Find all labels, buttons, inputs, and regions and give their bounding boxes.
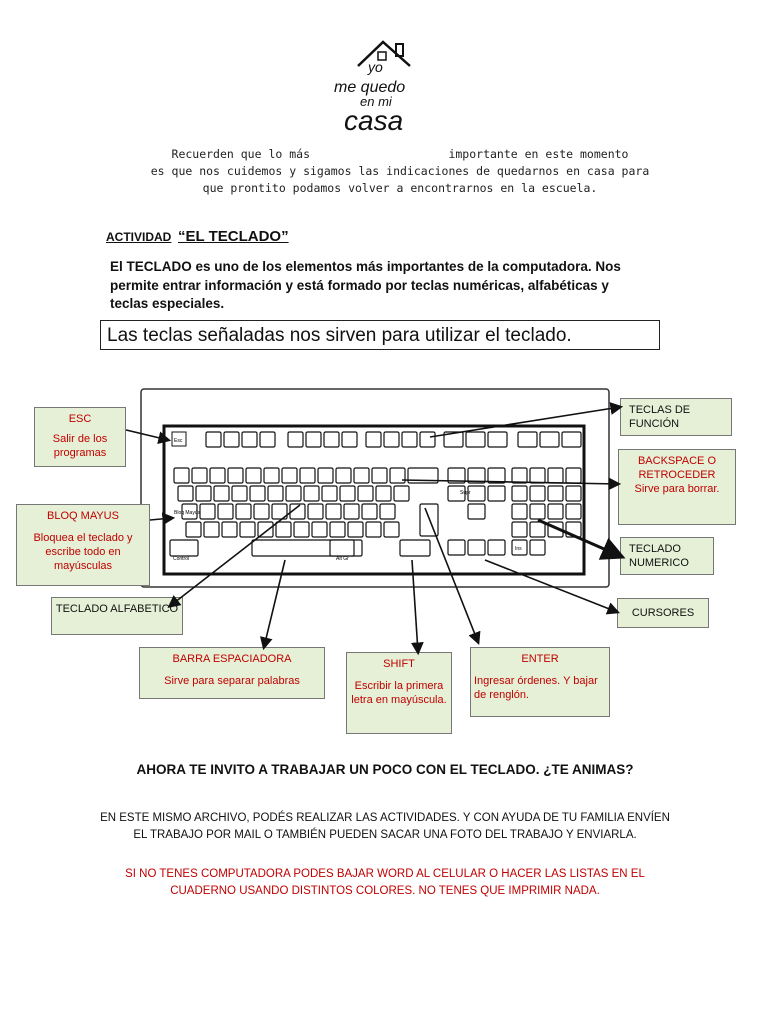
arrow-numeric	[538, 520, 620, 556]
intro-paragraph: El TECLADO es uno de los elementos más importantes de la computadora. Nos permite entrar información y está formado por teclas numéricas, alfabéticas y teclas especiales.	[110, 259, 621, 311]
key-control-label: Control	[173, 556, 190, 562]
intro-line-3: que prontito podamos volver a encontrarnos en la escuela.	[202, 181, 598, 195]
label-esc-title: ESC	[68, 413, 92, 425]
label-enter-desc: Ingresar órdenes. Y bajar de renglón.	[474, 675, 598, 701]
arrow-cursors	[485, 560, 617, 612]
arrow-spacebar	[264, 560, 285, 647]
logo-text-2: me quedo	[334, 79, 406, 96]
label-esc-desc: Salir de los programas	[52, 433, 108, 459]
arrow-bloq	[150, 518, 172, 520]
arrow-function	[430, 407, 620, 437]
activity-title: “EL TECLADO”	[178, 228, 289, 245]
label-cursors-title: CURSORES	[631, 607, 695, 619]
label-alphabetic-title: TECLADO ALFABETICO	[55, 603, 179, 615]
boxed-statement: Las teclas señaladas nos sirven para utilizar el teclado.	[100, 320, 660, 350]
label-shift-desc: Escribir la primera letra en mayúscula.	[351, 680, 447, 706]
intro-line-1: Recuerden que lo más importante en este momento	[171, 147, 629, 161]
logo-text-3: en mi	[360, 94, 392, 109]
label-spacebar-desc: Sirve para separar palabras	[164, 675, 300, 687]
label-backspace-desc: Sirve para borrar.	[634, 483, 720, 495]
logo-text-4: casa	[344, 105, 404, 132]
label-bloq-title: BLOQ MAYUS	[47, 510, 119, 522]
label-shift-title: SHIFT	[383, 658, 415, 670]
question-heading: AHORA TE INVITO A TRABAJAR UN POCO CON EL TECLADO. ¿TE ANIMAS?	[136, 762, 634, 777]
label-backspace-title: BACKSPACE O RETROCEDER	[637, 455, 717, 481]
key-bloq-label: Bloq Mayús	[174, 510, 201, 516]
note-paragraph: SI NO TENES COMPUTADORA PODES BAJAR WORD AL CELULAR O HACER LAS LISTAS EN EL CUADERNO USANDO DISTINTOS COLORES. NO TENES QUE IMPRIMIR NADA.	[125, 868, 645, 897]
label-bloq-desc: Bloquea el teclado y escribe todo en mayúsculas	[33, 532, 133, 572]
label-numeric-title: TECLADO NUMERICO	[629, 543, 689, 569]
key-esc-label: Esc	[174, 438, 183, 444]
instructions-paragraph: EN ESTE MISMO ARCHIVO, PODÉS REALIZAR LAS ACTIVIDADES. Y CON AYUDA DE TU FAMILIA ENVÍEN EL TRABAJO POR MAIL O TAMBIÉN PUEDEN SACAR UNA FOTO DEL TRABAJO Y ENVIARLA.	[100, 812, 670, 841]
key-supr-label: Supr	[460, 490, 471, 496]
arrow-shift	[412, 560, 418, 652]
label-enter-title: ENTER	[521, 653, 559, 665]
arrow-enter	[425, 508, 478, 642]
arrow-esc	[126, 430, 168, 440]
arrow-backspace	[402, 480, 618, 484]
key-ins-label: Ins	[515, 546, 522, 552]
arrow-alphabetic	[170, 505, 300, 606]
logo-text-1: yo	[368, 59, 383, 75]
key-altgr-label: Alt Gr	[336, 556, 349, 562]
intro-line-2: es que nos cuidemos y sigamos las indicaciones de quedarnos en casa para	[150, 164, 650, 178]
label-function-keys-title: TECLAS DE FUNCIÓN	[629, 404, 691, 430]
label-spacebar-title: BARRA ESPACIADORA	[172, 653, 292, 665]
activity-label: ACTIVIDAD	[106, 230, 172, 244]
